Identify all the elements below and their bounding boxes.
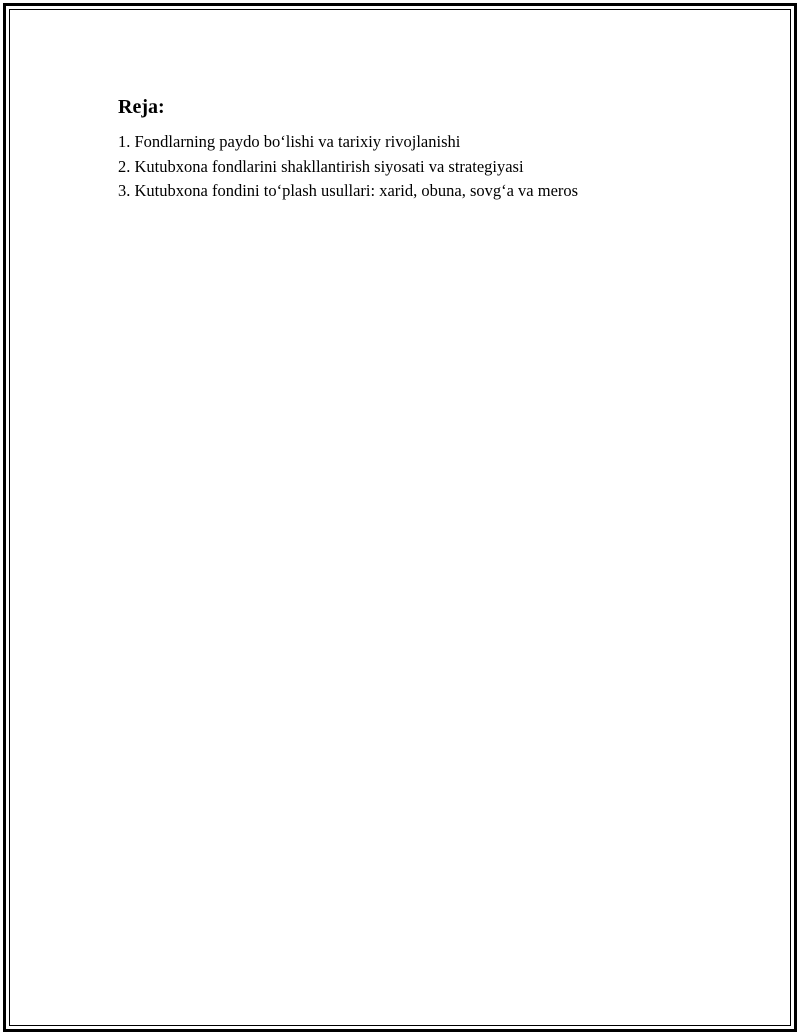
document-content — [118, 94, 718, 204]
plan-item: 1. Fondlarning paydo bo‘lishi va tarixiy rivojlanishi — [118, 132, 461, 151]
plan-item: 3. Kutubxona fondini to‘plash usullari: xarid, obuna, sovg‘a va meros — [118, 181, 579, 200]
plan-list — [118, 130, 718, 204]
plan-item: 2. Kutubxona fondlarini shakllantirish siyosati va strategiyasi — [118, 156, 524, 176]
plan-heading: Reja: — [118, 96, 165, 118]
